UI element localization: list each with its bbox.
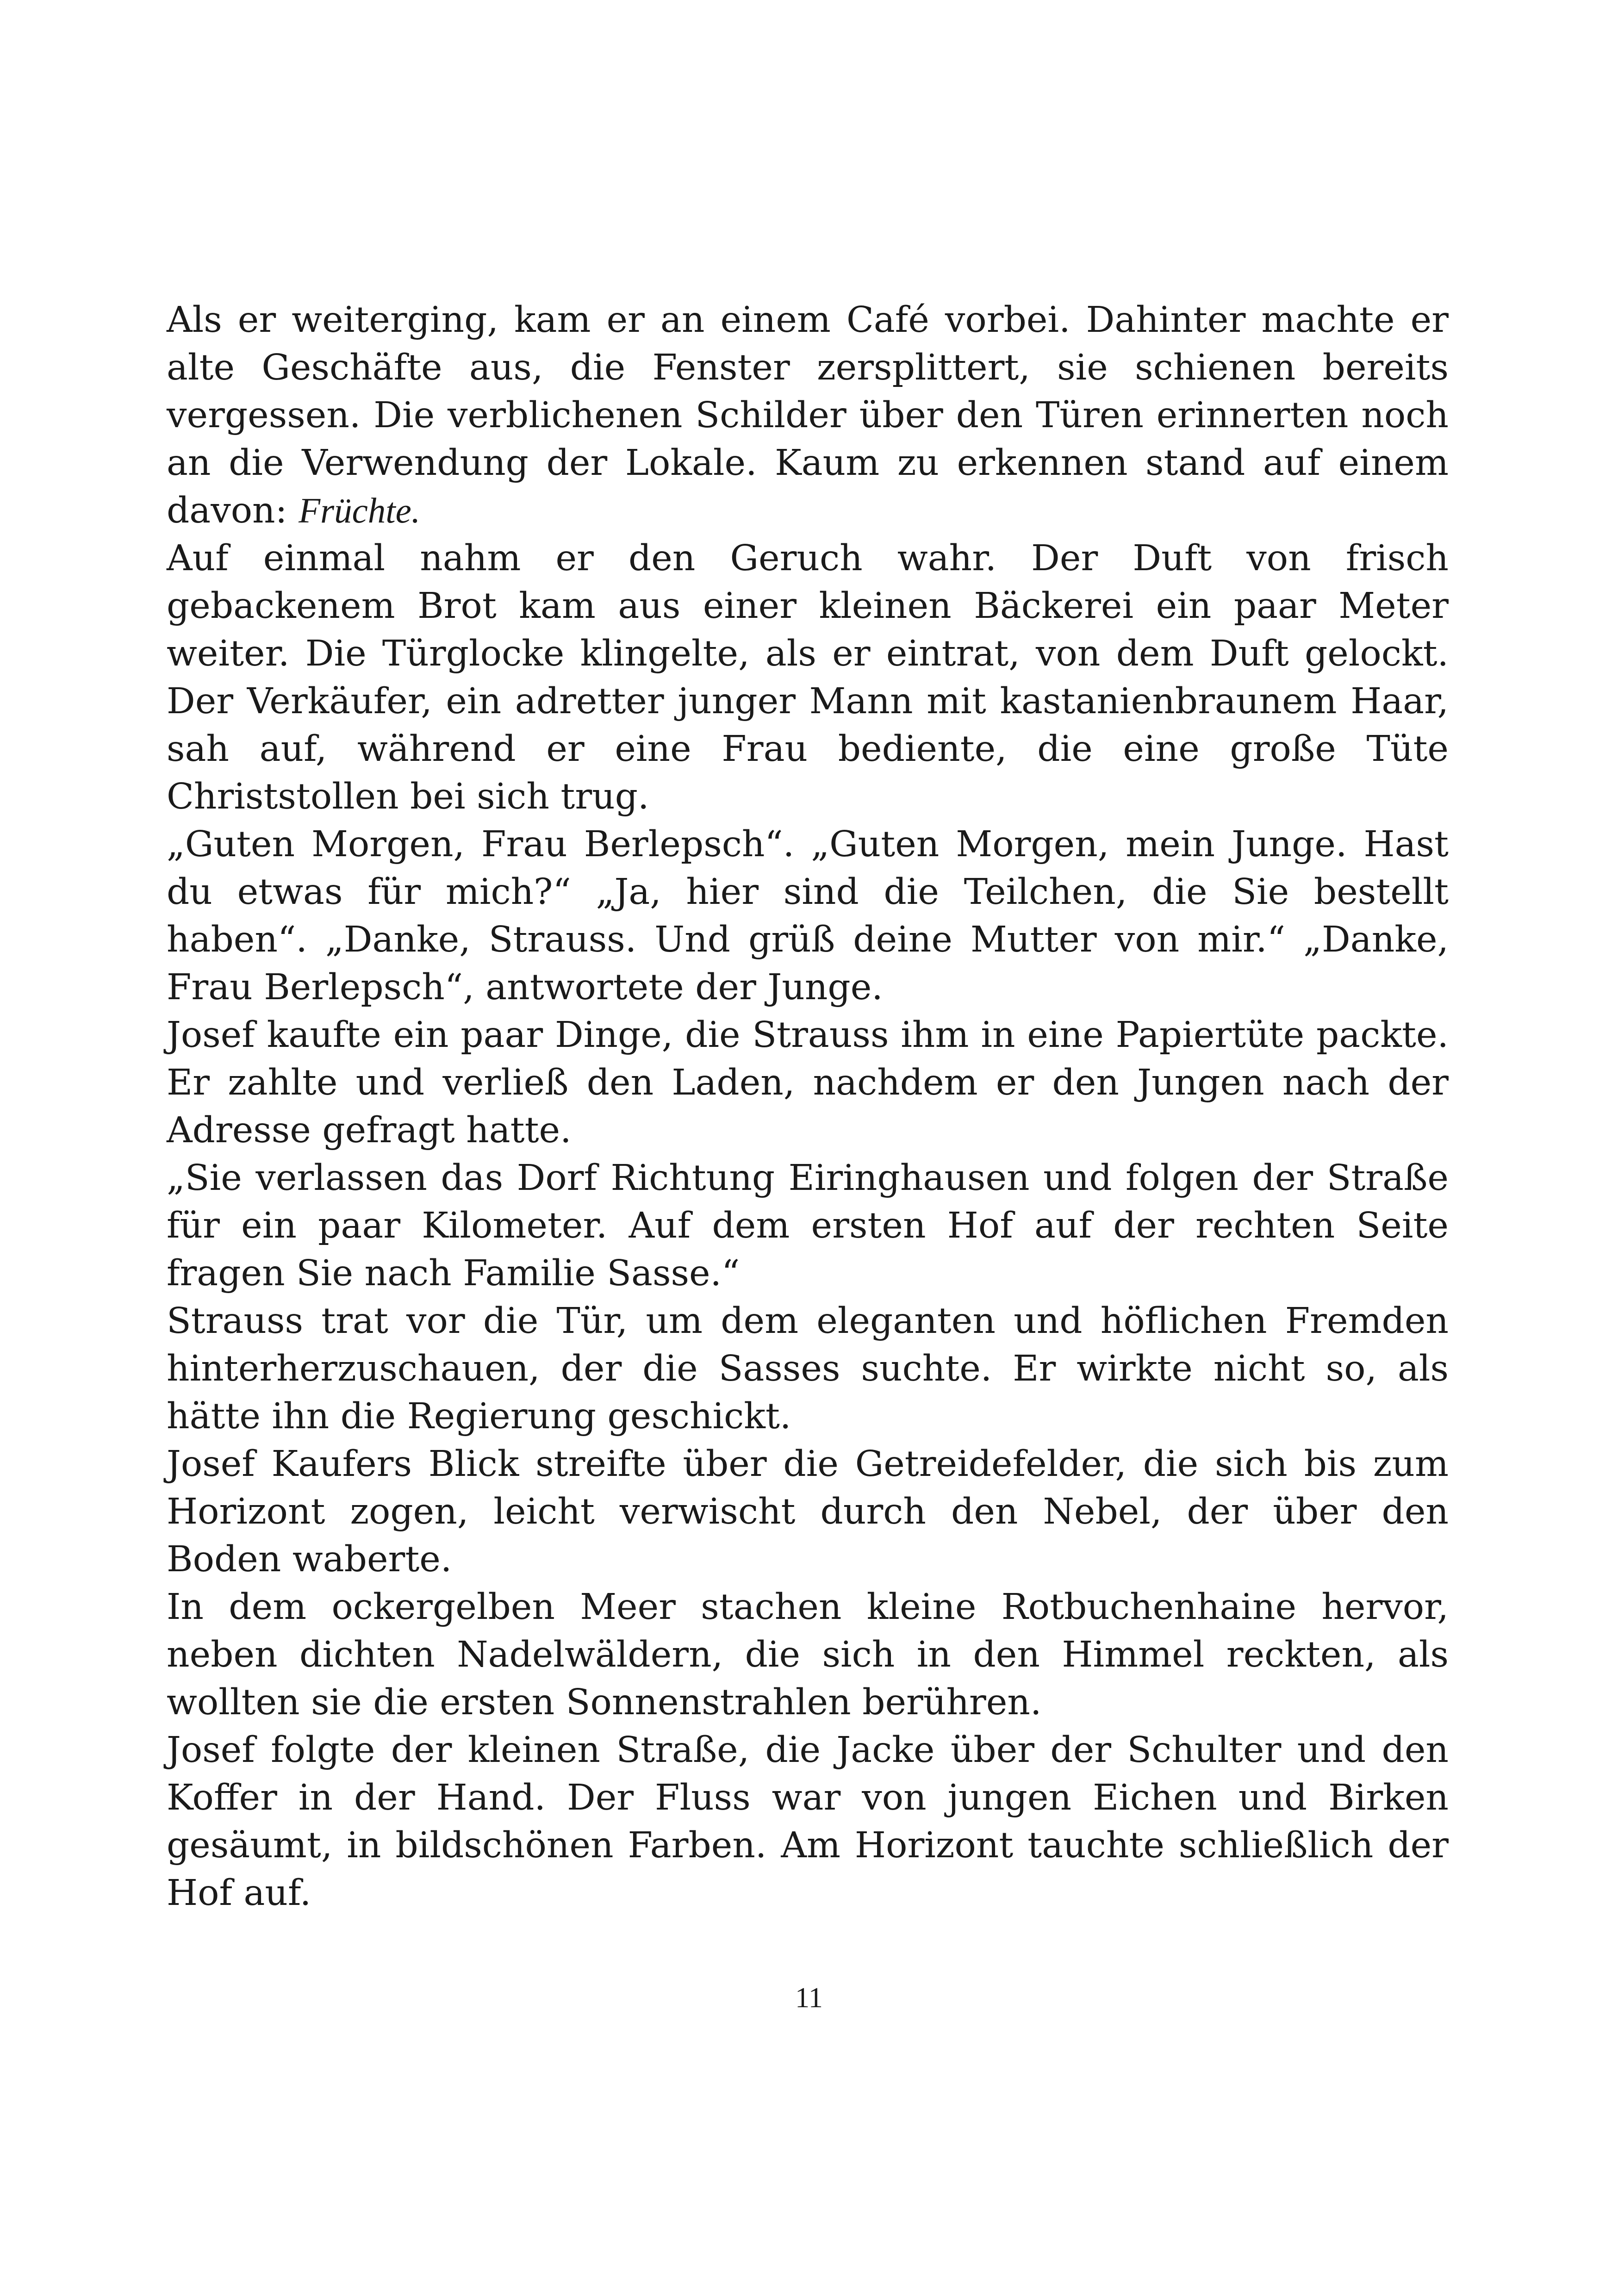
paragraph bbox=[167, 296, 1449, 535]
paragraph: Josef Kaufers Blick streifte über die Getreidefelder, die sich bis zum Horizont zogen, leicht verwischt durch den Nebel, der über den Boden waberte. bbox=[167, 1444, 1449, 1580]
paragraph: Auf einmal nahm er den Geruch wahr. Der Duft von frisch gebackenem Brot kam aus einer kleinen Bäckerei ein paar Meter weiter. Die Türglocke klingelte, als er eintrat, von dem Duft gelockt. Der Verkäufer, ein adretter junger Mann mit kastanienbraunem Haar, sah auf, während er eine Frau bediente, die eine große Tüte Christstollen bei sich trug. bbox=[167, 538, 1449, 817]
body-text bbox=[167, 296, 1449, 1917]
paragraph-text: Als er weiterging, kam er an einem Café vorbei. Dahinter machte er alte Geschäfte aus, die Fenster zersplittert, sie schienen bereits vergessen. Die verblichenen Schilder über den Türen erinnerten noch an die Verwendung der Lokale. Kaum zu erkennen stand auf einem davon: bbox=[167, 299, 1449, 531]
paragraph: „Guten Morgen, Frau Berlepsch“. „Guten Morgen, mein Junge. Hast du etwas für mich?“ „Ja, hier sind die Teilchen, die Sie bestellt haben“. „Danke, Strauss. Und grüß deine Mutter von mir.“ „Danke, Frau Berlepsch“, antwortete der Junge. bbox=[167, 824, 1449, 1008]
paragraph: Josef kaufte ein paar Dinge, die Strauss ihm in eine Papiertüte packte. Er zahlte und verließ den Laden, nachdem er den Jungen nach der Adresse gefragt hatte. bbox=[167, 1014, 1449, 1151]
paragraph: Josef folgte der kleinen Straße, die Jacke über der Schulter und den Koffer in der Hand. Der Fluss war von jungen Eichen und Birken gesäumt, in bildschönen Farben. Am Horizont tauchte schließlich der Hof auf. bbox=[167, 1730, 1449, 1914]
italic-word: Früchte. bbox=[299, 491, 421, 530]
paragraph: In dem ockergelben Meer stachen kleine Rotbuchenhaine hervor, neben dichten Nadelwäldern, die sich in den Himmel reckten, als wollten sie die ersten Sonnenstrahlen berühren. bbox=[167, 1587, 1449, 1723]
paragraph: „Sie verlassen das Dorf Richtung Eiringhausen und folgen der Straße für ein paar Kilometer. Auf dem ersten Hof auf der rechten Seite fragen Sie nach Familie Sasse.“ bbox=[167, 1157, 1449, 1294]
paragraph: Strauss trat vor die Tür, um dem eleganten und höflichen Fremden hinterherzuschauen, der die Sasses suchte. Er wirkte nicht so, als hätte ihn die Regierung geschickt. bbox=[167, 1300, 1449, 1437]
page-number: 11 bbox=[795, 1982, 823, 2014]
